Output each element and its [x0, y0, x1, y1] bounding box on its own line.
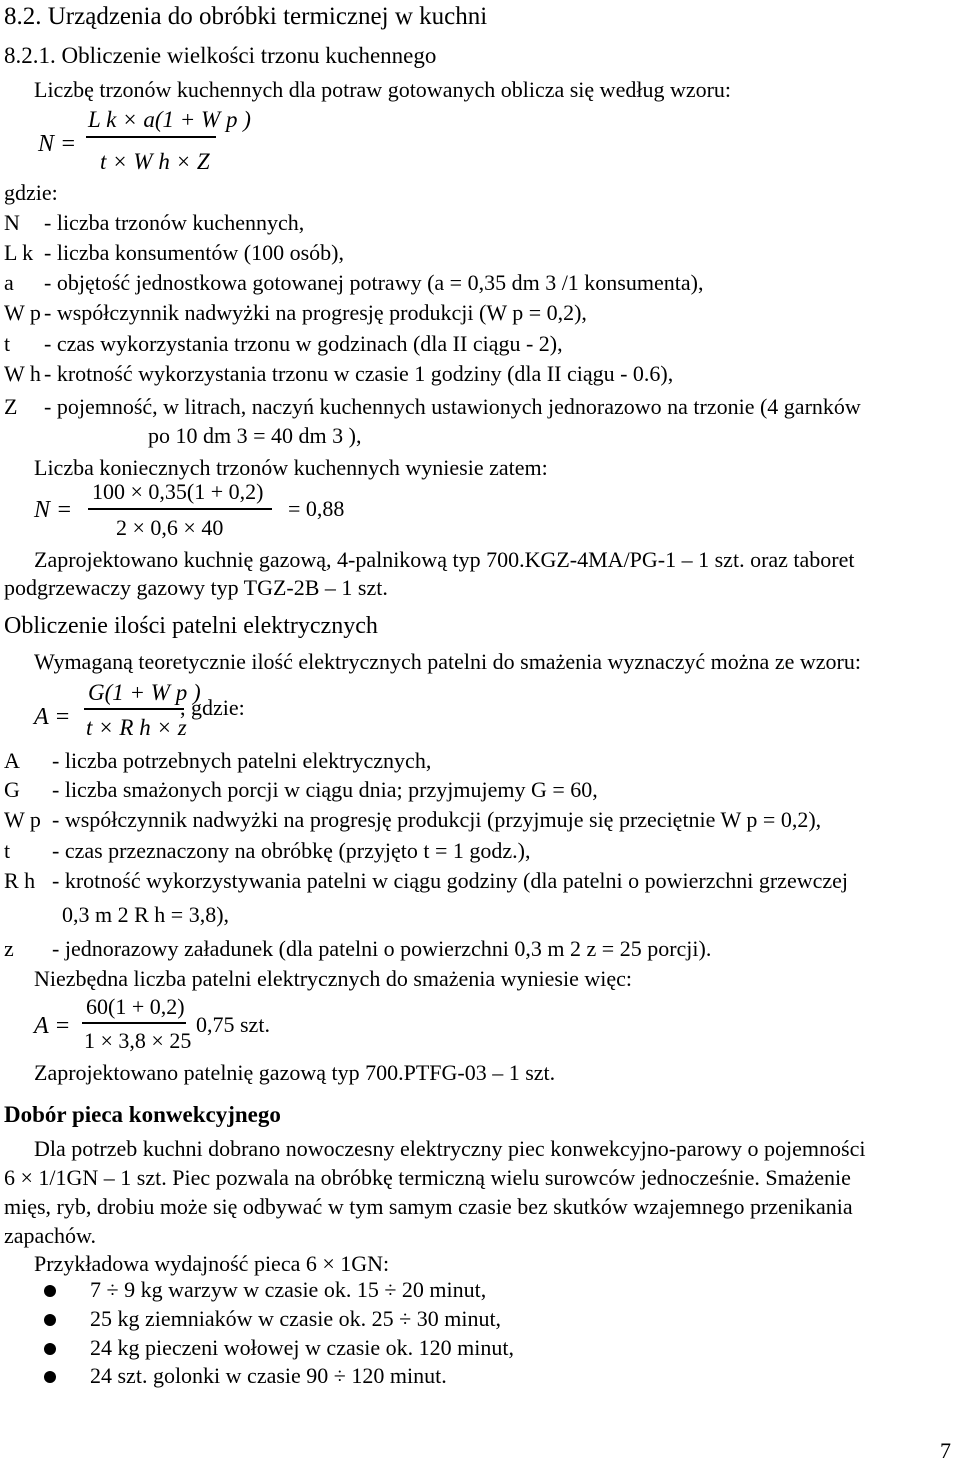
calc-a-intro: Niezbędna liczba patelni elektrycznych do smażenia wyniesie więc: — [34, 966, 633, 991]
def-g-sym: G — [4, 777, 20, 802]
def-t-text: - czas wykorzystania trzonu w godzinach (dla II ciągu - 2), — [44, 331, 563, 356]
list-item: 24 kg pieczeni wołowej w czasie ok. 120 minut, — [90, 1335, 515, 1360]
formula-n-bar — [86, 136, 216, 138]
calc-n-lhs: N = — [34, 497, 73, 523]
calc-n-bar — [88, 508, 272, 510]
def-n-text: - liczba trzonów kuchennych, — [44, 210, 305, 235]
def-lk-sym: L k — [4, 240, 34, 265]
formula-a-lhs: A = — [34, 704, 71, 730]
formula-n-lhs: N = — [38, 131, 77, 157]
def-t-sym: t — [4, 331, 11, 356]
def-a-sym: a — [4, 270, 14, 295]
page-number: 7 — [940, 1438, 951, 1463]
heading-sub: 8.2.1. Obliczenie wielkości trzonu kuchennego — [4, 43, 437, 68]
def-z-continuation: po 10 dm 3 = 40 dm 3 ), — [148, 423, 362, 448]
calc-n-result: = 0,88 — [288, 496, 345, 521]
piec-line-1: Dla potrzeb kuchni dobrano nowoczesny elektryczny piec konwekcyjno-parowy o pojemności — [34, 1136, 866, 1161]
def-g-text: - liczba smażonych porcji w ciągu dnia; przyjmujemy G = 60, — [52, 777, 598, 802]
def-z2-text: - jednorazowy załadunek (dla patelni o powierzchni 0,3 m 2 z = 25 porcji). — [52, 936, 712, 961]
def-a-text: - objętość jednostkowa gotowanej potrawy (a = 0,35 dm 3 /1 konsumenta), — [44, 270, 704, 295]
def-z-sym: Z — [4, 394, 18, 419]
section-heading-piec: Dobór pieca konwekcyjnego — [4, 1102, 281, 1127]
intro-a: Wymaganą teoretycznie ilość elektrycznych patelni do smażenia wyznaczyć można ze wzoru: — [34, 649, 861, 674]
def-wp-text: - współczynnik nadwyżki na progresję produkcji (W p = 0,2), — [44, 300, 587, 325]
def-z-text: - pojemność, w litrach, naczyń kuchennych ustawionych jednorazowo na trzonie (4 garnków — [44, 394, 861, 419]
calc-n-denominator: 2 × 0,6 × 40 — [116, 515, 224, 540]
piec-line-4: zapachów. — [4, 1223, 97, 1248]
bullet-icon — [44, 1371, 56, 1383]
calc-a-bar — [82, 1022, 186, 1024]
def-t2-sym: t — [4, 838, 11, 863]
bullet-icon — [44, 1314, 56, 1326]
piec-line-3: mięs, ryb, drobiu może się odbywać w tym samym czasie bez skutków wzajemnego przenikania — [4, 1194, 853, 1219]
def-rh-continuation: 0,3 m 2 R h = 3,8), — [62, 902, 230, 927]
def-wh-text: - krotność wykorzystania trzonu w czasie 1 godziny (dla II ciągu - 0.6), — [44, 361, 674, 386]
def-wp-sym: W p — [4, 300, 41, 325]
list-item: 24 szt. golonki w czasie 90 ÷ 120 minut. — [90, 1363, 447, 1388]
def-wh-sym: W h — [4, 361, 41, 386]
def-t2-text: - czas przeznaczony na obróbkę (przyjęto t = 1 godz.), — [52, 838, 531, 863]
heading-main: 8.2. Urządzenia do obróbki termicznej w kuchni — [4, 3, 488, 30]
conclusion-n-line2: podgrzewaczy gazowy typ TGZ-2B – 1 szt. — [4, 575, 388, 600]
formula-a-suffix: , gdzie: — [180, 695, 245, 720]
def-a2-text: - liczba potrzebnych patelni elektrycznych, — [52, 748, 432, 773]
def-n-sym: N — [4, 210, 20, 235]
formula-a-numerator: G(1 + W p ) — [88, 680, 201, 705]
bullet-icon — [44, 1343, 56, 1355]
piec-line-2: 6 × 1/1GN – 1 szt. Piec pozwala na obróbkę termiczną wielu surowców jednocześnie. Smażenie — [4, 1165, 851, 1190]
def-a2-sym: A — [4, 748, 20, 773]
conclusion-n-line1: Zaprojektowano kuchnię gazową, 4-palnikową typ 700.KGZ-4MA/PG-1 – 1 szt. oraz taboret — [34, 547, 855, 572]
intro-text: Liczbę trzonów kuchennych dla potraw gotowanych oblicza się według wzoru: — [34, 77, 732, 102]
calc-a-numerator: 60(1 + 0,2) — [86, 994, 185, 1019]
def-rh-sym: R h — [4, 868, 36, 893]
calc-n-numerator: 100 × 0,35(1 + 0,2) — [92, 479, 264, 504]
def-wp2-text: - współczynnik nadwyżki na progresję produkcji (przyjmuje się przeciętnie W p = 0,2), — [52, 807, 822, 832]
gdzie-label: gdzie: — [4, 180, 58, 205]
formula-n-denominator: t × W h × Z — [100, 149, 210, 174]
przyklad-text: Przykładowa wydajność pieca 6 × 1GN: — [34, 1251, 390, 1276]
formula-n-numerator: L k × a(1 + W p ) — [88, 107, 251, 132]
list-item: 25 kg ziemniaków w czasie ok. 25 ÷ 30 minut, — [90, 1306, 502, 1331]
conclusion-a: Zaprojektowano patelnię gazową typ 700.PTFG-03 – 1 szt. — [34, 1060, 556, 1085]
bullet-icon — [44, 1285, 56, 1297]
calc-a-result: 0,75 szt. — [196, 1012, 270, 1037]
def-lk-text: - liczba konsumentów (100 osób), — [44, 240, 344, 265]
list-item: 7 ÷ 9 kg warzyw w czasie ok. 15 ÷ 20 minut, — [90, 1277, 487, 1302]
formula-a-denominator: t × R h × z — [86, 715, 187, 740]
calc-n-intro: Liczba koniecznych trzonów kuchennych wyniesie zatem: — [34, 455, 548, 480]
def-z2-sym: z — [4, 936, 14, 961]
def-rh-text: - krotność wykorzystywania patelni w ciągu godziny (dla patelni o powierzchni grzewczej — [52, 868, 848, 893]
def-wp2-sym: W p — [4, 807, 41, 832]
calc-a-denominator: 1 × 3,8 × 25 — [84, 1028, 192, 1053]
calc-a-lhs: A = — [34, 1013, 71, 1039]
formula-a-bar — [84, 708, 184, 710]
section-heading-patelnie: Obliczenie ilości patelni elektrycznych — [4, 613, 378, 639]
